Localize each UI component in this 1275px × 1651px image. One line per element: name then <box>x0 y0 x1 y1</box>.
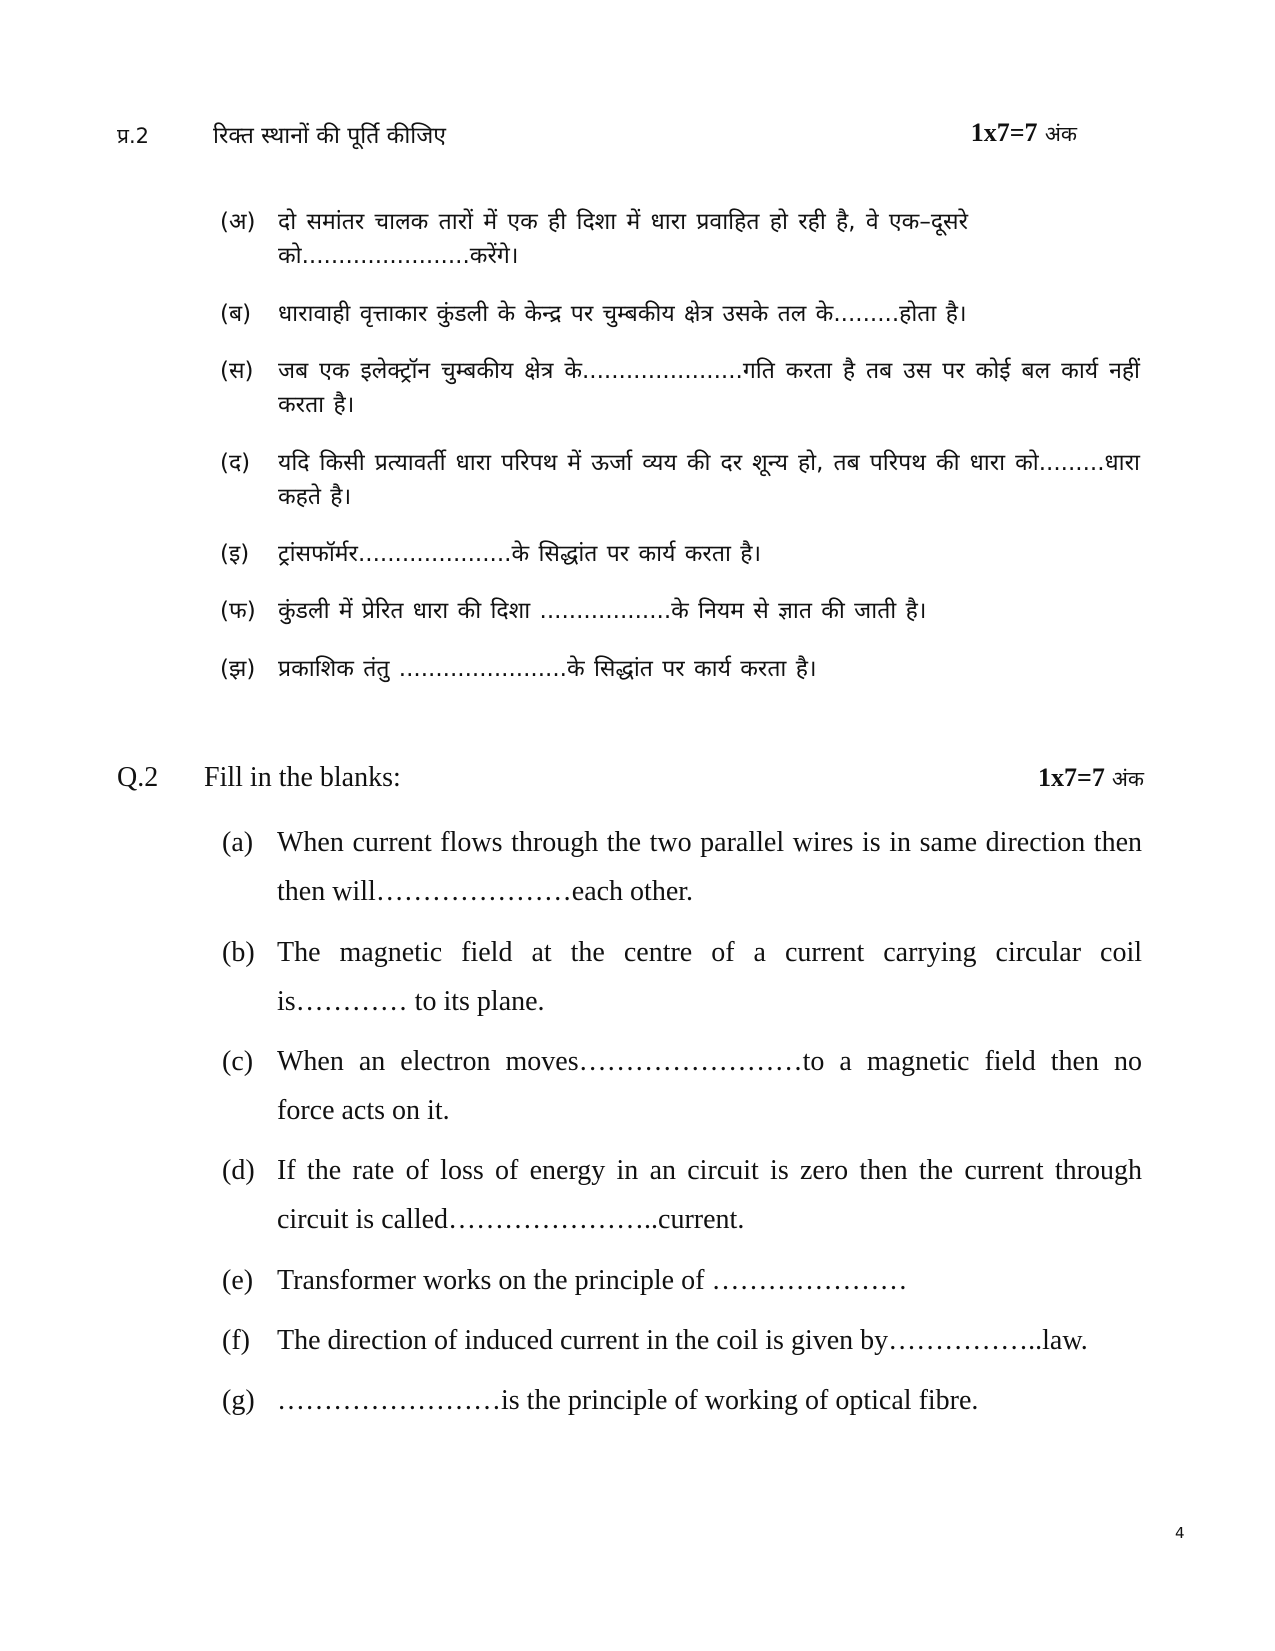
english-item-text: ……………………is the principle of working of optical fibre. <box>277 1385 979 1416</box>
english-marks-unit: अंक <box>1111 767 1144 791</box>
english-question-number: Q.2 <box>117 762 159 793</box>
hindi-item-text: कुंडली में प्रेरित धारा की दिशा ..................के नियम से ज्ञात की जाती है। <box>278 598 927 624</box>
english-item <box>222 1146 1142 1244</box>
english-item-text: Transformer works on the principle of ………………… <box>277 1265 908 1296</box>
english-item-text: When an electron moves……………………to a magnetic field then no force acts on it. <box>277 1046 1142 1126</box>
english-question-header <box>117 762 1144 802</box>
hindi-item-label: (झ) <box>220 656 256 682</box>
hindi-item <box>220 537 1140 571</box>
hindi-item-label: (द) <box>220 450 251 476</box>
english-marks <box>1038 762 1144 794</box>
hindi-item-text: जब एक इलेक्ट्रॉन चुम्बकीय क्षेत्र के......................गति करता है तब उस पर कोई बल कार्य नहीं करता है। <box>278 358 1140 418</box>
hindi-marks-unit: अंक <box>1044 122 1077 146</box>
english-item-label: (a) <box>222 827 254 858</box>
english-item-label: (d) <box>222 1155 255 1186</box>
english-item-label: (e) <box>222 1265 254 1296</box>
hindi-marks <box>971 118 1077 148</box>
english-item-label: (c) <box>222 1046 254 1077</box>
english-item <box>222 818 1142 916</box>
hindi-marks-value: 1x7=7 <box>970 118 1038 147</box>
hindi-item <box>220 446 1140 514</box>
english-item-label: (g) <box>222 1385 255 1416</box>
hindi-item <box>220 297 1140 331</box>
english-item-label: (f) <box>222 1325 250 1356</box>
hindi-question-title: रिक्त स्थानों की पूर्ति कीजिए <box>213 123 447 149</box>
hindi-item-text: धारावाही वृत्ताकार कुंडली के केन्द्र पर चुम्बकीय क्षेत्र उसके तल के.........होता है। <box>278 301 967 327</box>
english-item <box>222 928 1142 1026</box>
hindi-item-text: यदि किसी प्रत्यावर्ती धारा परिपथ में ऊर्जा व्यय की दर शून्य हो, तब परिपथ की धारा को.........धारा कहते है। <box>278 450 1140 510</box>
hindi-item <box>220 354 1140 422</box>
hindi-item-label: (इ) <box>220 541 250 567</box>
hindi-item-label: (फ) <box>220 598 256 624</box>
hindi-question-header <box>117 118 1077 158</box>
hindi-item-label: (ब) <box>220 301 252 327</box>
english-item-label: (b) <box>222 937 255 968</box>
english-item <box>222 1316 1142 1365</box>
hindi-item <box>220 594 1140 628</box>
hindi-item-text: प्रकाशिक तंतु .......................के सिद्धांत पर कार्य करता है। <box>278 656 817 682</box>
english-item-text: The magnetic field at the centre of a current carrying circular coil is………… to its plane. <box>277 937 1142 1017</box>
english-item <box>222 1376 1142 1425</box>
hindi-item-label: (स) <box>220 358 254 384</box>
hindi-item-text: ट्रांसफॉर्मर.....................के सिद्धांत पर कार्य करता है। <box>278 541 762 567</box>
hindi-item-label: (अ) <box>220 209 256 235</box>
english-marks-value: 1x7=7 <box>1038 763 1105 792</box>
hindi-item <box>220 205 1140 273</box>
english-question-title: Fill in the blanks: <box>204 762 401 793</box>
english-item <box>222 1037 1142 1135</box>
english-item-text: When current flows through the two parallel wires is in same direction then then will…………………each other. <box>277 827 1142 907</box>
page-number: 4 <box>1175 1524 1185 1542</box>
hindi-item-text: दो समांतर चालक तारों में एक ही दिशा में धारा प्रवाहित हो रही है, वे एक–दूसरे को.......................करेंगे। <box>278 209 968 269</box>
hindi-item <box>220 652 1140 686</box>
english-item-text: The direction of induced current in the coil is given by……………..law. <box>277 1325 1088 1356</box>
english-item <box>222 1256 1142 1305</box>
english-item-text: If the rate of loss of energy in an circuit is zero then the current through circuit is called…………………..current. <box>277 1155 1142 1235</box>
hindi-question-number: प्र.2 <box>117 124 149 148</box>
